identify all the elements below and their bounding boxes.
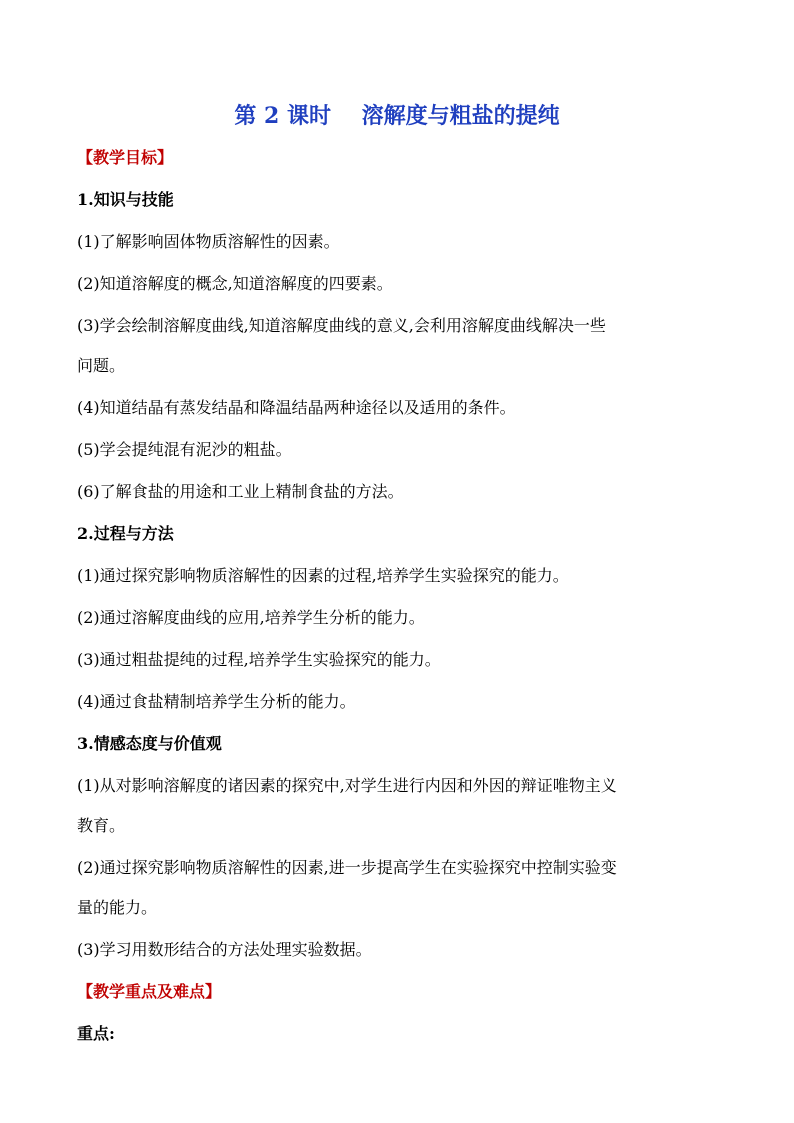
emotion-heading: 3.情感态度与价值观 (77, 734, 222, 753)
objectives-header: 【教学目标】 (77, 148, 174, 167)
emotion-item: (3)学习用数形结合的方法处理实验数据。 (77, 940, 372, 959)
knowledge-item: (5)学会提纯混有泥沙的粗盐。 (77, 440, 292, 459)
knowledge-item: (6)了解食盐的用途和工业上精制食盐的方法。 (77, 482, 404, 501)
knowledge-item: (1)了解影响固体物质溶解性的因素。 (77, 232, 340, 251)
process-item: (3)通过粗盐提纯的过程,培养学生实验探究的能力。 (77, 650, 441, 669)
knowledge-heading: 1.知识与技能 (77, 190, 174, 209)
emotion-item: (2)通过探究影响物质溶解性的因素,进一步提高学生在实验探究中控制实验变 (77, 858, 617, 877)
emotion-item-continuation: 量的能力。 (77, 898, 158, 917)
knowledge-item: (4)知道结晶有蒸发结晶和降温结晶两种途径以及适用的条件。 (77, 398, 516, 417)
emotion-item: (1)从对影响溶解度的诸因素的探究中,对学生进行内因和外因的辩证唯物主义 (77, 776, 617, 795)
process-item: (4)通过食盐精制培养学生分析的能力。 (77, 692, 356, 711)
process-item: (2)通过溶解度曲线的应用,培养学生分析的能力。 (77, 608, 425, 627)
process-item: (1)通过探究影响物质溶解性的因素的过程,培养学生实验探究的能力。 (77, 566, 569, 585)
page-title: 第 2 课时 溶解度与粗盐的提纯 (234, 103, 560, 129)
knowledge-item-continuation: 问题。 (77, 356, 126, 375)
key-points-header: 【教学重点及难点】 (77, 982, 222, 1001)
knowledge-item: (3)学会绘制溶解度曲线,知道溶解度曲线的意义,会利用溶解度曲线解决一些 (77, 316, 606, 335)
key-points-label: 重点: (77, 1024, 115, 1043)
knowledge-item: (2)知道溶解度的概念,知道溶解度的四要素。 (77, 274, 393, 293)
process-heading: 2.过程与方法 (77, 524, 174, 543)
emotion-item-continuation: 教育。 (77, 816, 126, 835)
